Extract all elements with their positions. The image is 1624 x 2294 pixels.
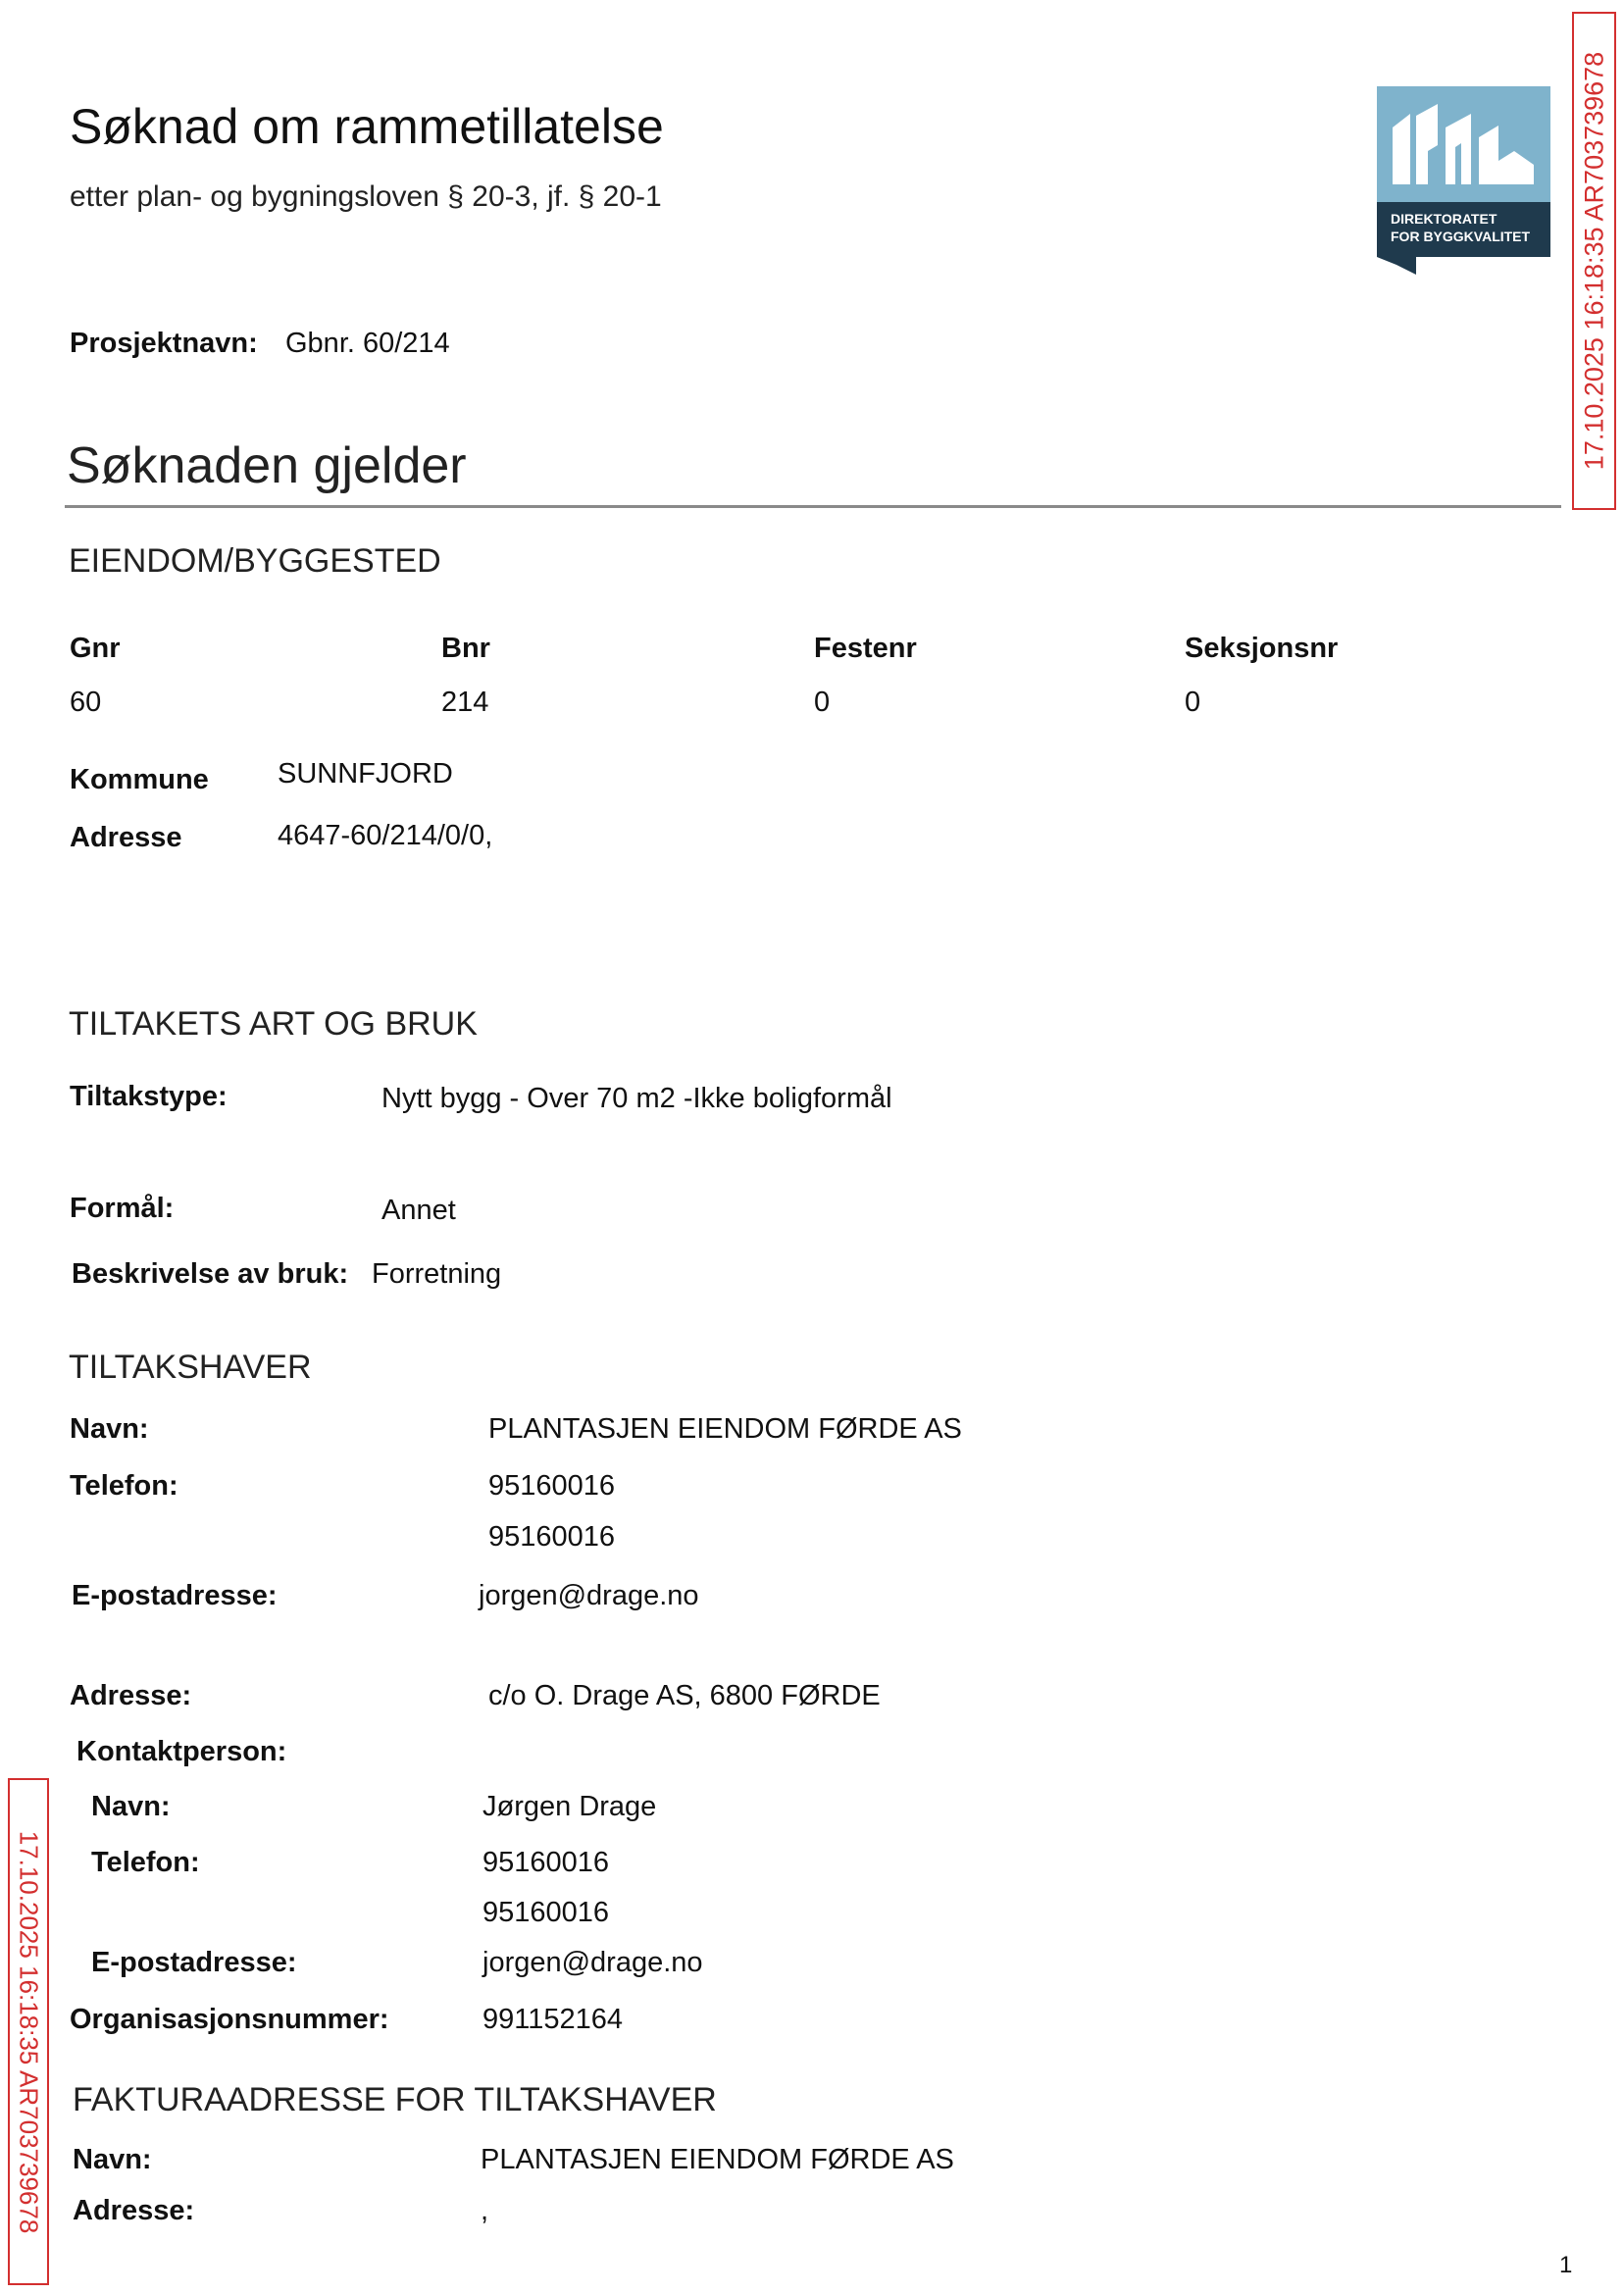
timestamp-stamp-bottom [8, 1778, 49, 2285]
faktura-adresse-label: Adresse: [73, 2195, 195, 2226]
tiltakshaver-telefon-label: Telefon: [70, 1470, 178, 1502]
bruk-value: Forretning [372, 1258, 502, 1290]
kontakt-telefon-label: Telefon: [91, 1847, 200, 1878]
kontakt-epost-label: E-postadresse: [91, 1947, 297, 1978]
kontaktperson-label: Kontaktperson: [76, 1736, 287, 1767]
seksjonsnr-label: Seksjonsnr [1185, 633, 1339, 664]
kommune-label: Kommune [70, 764, 209, 795]
kontakt-navn-label: Navn: [91, 1791, 171, 1822]
tiltakshaver-telefon-value-2: 95160016 [488, 1521, 616, 1553]
kontakt-epost-value: jorgen@drage.no [482, 1947, 703, 1978]
gnr-value: 60 [70, 687, 102, 718]
dibk-logo [1377, 86, 1550, 275]
festenr-label: Festenr [814, 633, 917, 664]
document-title: Søknad om rammetillatelse [70, 99, 664, 154]
document-subtitle: etter plan- og bygningsloven § 20-3, jf. § 20-1 [70, 180, 662, 213]
logo-text-line2: FOR BYGGKVALITET [1391, 229, 1531, 244]
formal-value: Annet [381, 1195, 456, 1226]
property-heading: EIENDOM/BYGGESTED [69, 542, 441, 580]
faktura-adresse-value: , [481, 2195, 489, 2226]
tiltakshaver-heading: TILTAKSHAVER [69, 1349, 312, 1386]
stamp-bottom-text: 17.10.2025 16:18:35 AR703739678 [14, 1830, 44, 2233]
faktura-navn-value: PLANTASJEN EIENDOM FØRDE AS [481, 2144, 954, 2175]
logo-text-line1: DIREKTORATET [1391, 211, 1497, 227]
seksjonsnr-value: 0 [1185, 687, 1201, 718]
kommune-value: SUNNFJORD [278, 758, 453, 790]
festenr-value: 0 [814, 687, 831, 718]
timestamp-stamp-top [1572, 12, 1616, 510]
tiltakshaver-adresse-label: Adresse: [70, 1680, 192, 1711]
kontakt-telefon-value-2: 95160016 [482, 1897, 610, 1928]
gnr-label: Gnr [70, 633, 121, 664]
kontakt-navn-value: Jørgen Drage [482, 1791, 657, 1822]
tiltakshaver-epost-label: E-postadresse: [72, 1580, 278, 1611]
tiltakstype-value: Nytt bygg - Over 70 m2 -Ikke boligformål [381, 1083, 892, 1114]
faktura-heading: FAKTURAADRESSE FOR TILTAKSHAVER [73, 2081, 717, 2118]
tiltakshaver-navn-label: Navn: [70, 1413, 149, 1445]
bruk-label: Beskrivelse av bruk: [72, 1258, 349, 1290]
section-title: Søknaden gjelder [67, 437, 467, 494]
tiltakshaver-adresse-value: c/o O. Drage AS, 6800 FØRDE [488, 1680, 881, 1711]
adresse-value: 4647-60/214/0/0, [278, 820, 493, 851]
tiltakstype-label: Tiltakstype: [70, 1081, 228, 1112]
project-name-value: Gbnr. 60/214 [285, 328, 450, 359]
bnr-label: Bnr [441, 633, 490, 664]
section-divider [65, 505, 1561, 508]
stamp-top-text: 17.10.2025 16:18:35 AR703739678 [1579, 51, 1608, 471]
tiltakshaver-telefon-value-1: 95160016 [488, 1470, 616, 1502]
tiltakshaver-epost-value: jorgen@drage.no [479, 1580, 699, 1611]
tiltakshaver-navn-value: PLANTASJEN EIENDOM FØRDE AS [488, 1413, 962, 1445]
tiltak-heading: TILTAKETS ART OG BRUK [69, 1005, 478, 1043]
project-name-label: Prosjektnavn: [70, 328, 258, 359]
formal-label: Formål: [70, 1193, 175, 1224]
page-number: 1 [1559, 2252, 1573, 2278]
bnr-value: 214 [441, 687, 489, 718]
faktura-navn-label: Navn: [73, 2144, 152, 2175]
orgnr-label: Organisasjonsnummer: [70, 2004, 389, 2035]
dibk-logo-graphic [1377, 86, 1550, 275]
orgnr-value: 991152164 [482, 2004, 624, 2035]
kontakt-telefon-value-1: 95160016 [482, 1847, 610, 1878]
adresse-label: Adresse [70, 822, 182, 853]
